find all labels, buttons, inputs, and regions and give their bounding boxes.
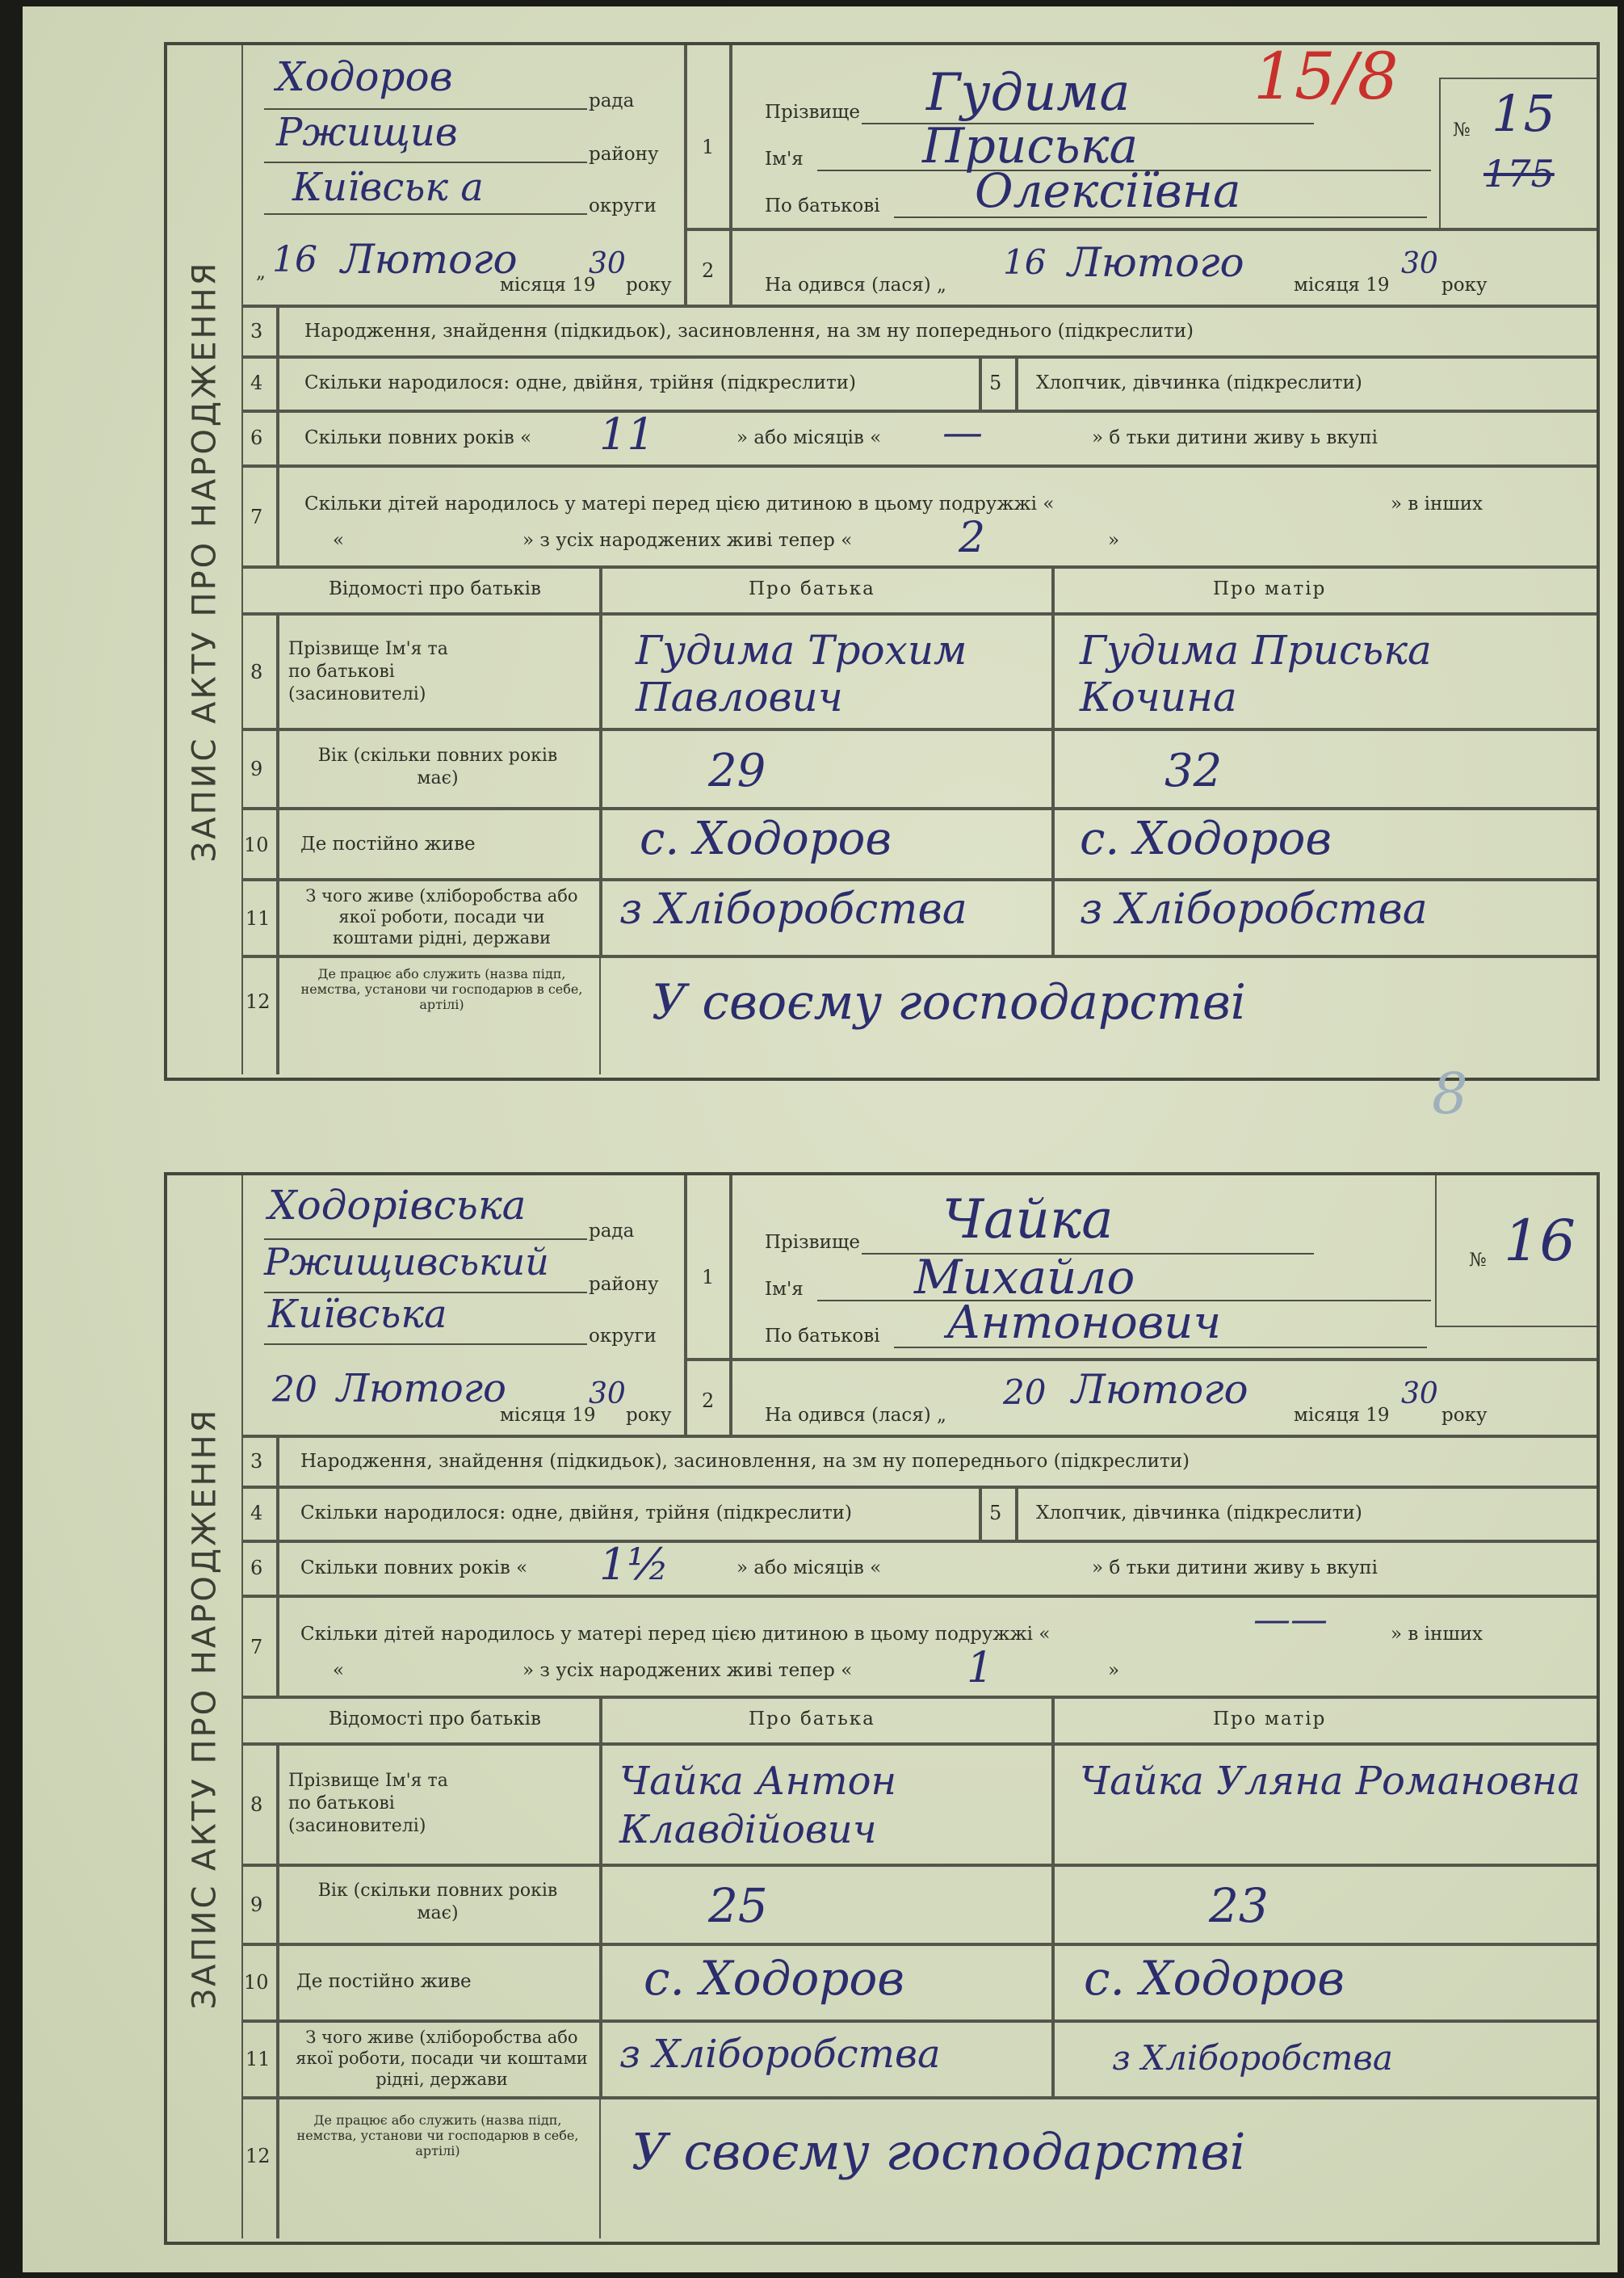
mother-livelihood: з Хліборобства [1112, 2038, 1393, 2078]
father-header-label: Про батька [749, 578, 875, 599]
row-7-text-c: « [333, 530, 345, 551]
row-10-label: Де постійно живе [296, 1971, 472, 1992]
row-10-label: Де постійно живе [300, 834, 476, 855]
row-7-text-d: » з усіх народжених живі тепер « [522, 530, 853, 551]
months: — [942, 409, 983, 456]
parents-header-label: Відомості про батьків [329, 1708, 541, 1730]
reg-day: 16 [272, 239, 317, 280]
surname-label: Прізвище [765, 1232, 860, 1253]
row-7-text-b: » в інших [1391, 494, 1483, 515]
row-7-text-c: « [333, 1660, 345, 1681]
row-8-label: Прізвище Ім'я та по батькові (засиновителі) [288, 1771, 448, 1836]
father-livelihood: з Хліборобства [619, 2032, 941, 2077]
mother-age: 32 [1164, 745, 1223, 797]
born-month-label: місяця 19 [1294, 275, 1390, 296]
reg-year: 30 [589, 247, 626, 280]
row-number: 3 [250, 1450, 263, 1473]
footer-mark: 8 [1432, 1061, 1468, 1127]
mother-name: Гудима Приська Кочина [1080, 627, 1432, 721]
mother-age: 23 [1209, 1878, 1269, 1933]
row-6-text-a: Скільки повних років « [304, 427, 532, 448]
row-9-label: Вік (скільки повних років має) [317, 1881, 558, 1923]
roku-label: року [626, 1405, 672, 1426]
row-number: 7 [250, 506, 263, 528]
row-6-text-c: » б тьки дитини живу ь вкупі [1092, 1557, 1378, 1578]
children-marriage: —— [1253, 1597, 1328, 1641]
row-7-text-e: » [1108, 530, 1120, 551]
born-day: 16 [1003, 242, 1047, 282]
council-value: Ходоров [276, 53, 453, 100]
row-6-text-c: » б тьки дитини живу ь вкупі [1092, 427, 1378, 448]
no-sign: № [1453, 120, 1471, 141]
row-number: 1 [702, 136, 715, 158]
mother-age-cell [1053, 729, 1597, 809]
mother-header-label: Про матір [1213, 578, 1327, 599]
father-livelihood: з Хліборобства [619, 885, 967, 934]
side-title: ЗАПИС АКТУ ПРО НАРОДЖЕННЯ [186, 260, 224, 863]
patronymic-value: Олексіївна [975, 163, 1241, 218]
row-3-text: Народження, знайдення (підкидьок), засиновлення, на зм ну попереднього (підкреслити) [300, 1451, 1190, 1472]
patronymic-label: По батькові [765, 1326, 880, 1347]
years-full: 1½ [599, 1539, 669, 1590]
father-residence: с. Ходоров [644, 1951, 905, 2006]
name-value: Приська [922, 118, 1139, 174]
row-7-text-d: » з усіх народжених живі тепер « [522, 1660, 853, 1681]
row-number: 6 [250, 1557, 263, 1579]
row-number: 8 [250, 1793, 263, 1816]
rayonu-label: району [589, 1274, 659, 1295]
born-month-label: місяця 19 [1294, 1405, 1390, 1426]
reg-month-label: місяця 19 [500, 1405, 596, 1426]
years-full: 11 [599, 409, 655, 460]
birth-record-1 [164, 39, 1600, 1081]
row-7-text-e: » [1108, 1660, 1120, 1681]
row-12-label: Де працює або служить (назва підп, немства, установи чи господарюв в себе, артілі) [296, 2112, 579, 2158]
father-name: Гудима Трохим Павлович [636, 627, 967, 721]
side-title: ЗАПИС АКТУ ПРО НАРОДЖЕННЯ [186, 1407, 224, 2010]
row-7-text-a: Скільки дітей народилось у матері перед цією дитиною в цьому подружжі « [304, 494, 1055, 515]
born-day: 20 [1003, 1372, 1047, 1412]
row-number: 11 [245, 907, 271, 930]
born-month: Лютого [1068, 239, 1244, 286]
father-age-cell [601, 1865, 1053, 1944]
record-number-extra: 175 [1483, 152, 1555, 195]
underline [264, 213, 587, 215]
rada-label: рада [589, 1221, 635, 1242]
father-age-cell [601, 729, 1053, 809]
num-col [241, 2098, 278, 2238]
patronymic-label: По батькові [765, 195, 880, 216]
record-number: 15 [1492, 84, 1555, 143]
name-label: Ім'я [765, 1279, 804, 1300]
row-12-label: Де працює або служить (назва підп, немства, установи чи господарюв в себе, артілі) [300, 966, 583, 1012]
margin-mark: 15/8 [1253, 39, 1399, 114]
father-residence: с. Ходоров [640, 813, 892, 865]
document-page [23, 6, 1618, 2272]
father-age: 29 [708, 745, 766, 797]
row-7 [278, 1596, 1597, 1697]
born-year: 30 [1401, 247, 1438, 280]
okrugy-label: округи [589, 1326, 657, 1347]
okrugy-label: округи [589, 195, 657, 216]
mother-age-cell [1053, 1865, 1597, 1944]
district-value: Ржищив [276, 110, 458, 155]
roku-label: року [626, 275, 672, 296]
reg-month-label: місяця 19 [500, 275, 596, 296]
row-number: 10 [244, 1971, 269, 1994]
row-number: 12 [245, 2145, 271, 2167]
region-value: Київська [268, 1292, 447, 1337]
children-alive: 2 [959, 514, 986, 562]
born-roku-label: року [1441, 1405, 1488, 1426]
row-number: 10 [244, 834, 269, 856]
surname-value: Гудима [926, 63, 1131, 123]
workplace: У своєму господарстві [632, 2122, 1246, 2181]
row-5-text: Хлопчик, дівчинка (підкреслити) [1036, 1503, 1362, 1524]
row-7-text-b: » в інших [1391, 1624, 1483, 1645]
row-number: 3 [250, 320, 263, 343]
mother-name: Чайка Уляна Романовна [1080, 1759, 1580, 1804]
reg-month: Лютого [337, 1366, 506, 1411]
row-11-label: З чого живе (хліборобства або якої роботи, посади чи коштами рідні, держави [305, 886, 578, 948]
rada-label: рада [589, 90, 635, 111]
born-month: Лютого [1072, 1366, 1248, 1413]
mother-residence: с. Ходоров [1084, 1951, 1345, 2006]
father-age: 25 [708, 1878, 768, 1933]
born-label: На одився (лася) „ [765, 1405, 946, 1426]
born-label: На одився (лася) „ [765, 275, 946, 296]
mother-residence: с. Ходоров [1080, 813, 1332, 865]
num-col [241, 956, 278, 1074]
row-number: 12 [245, 990, 271, 1013]
row-4-text: Скільки народилося: одне, двійня, трійня (підкреслити) [300, 1503, 852, 1524]
row-number: 6 [250, 427, 263, 449]
row-11-label: З чого живе (хліборобства або якої роботи, посади чи коштами рідні, держави [296, 2028, 588, 2089]
row-6-text-a: Скільки повних років « [300, 1557, 528, 1578]
surname-label: Прізвище [765, 102, 860, 123]
quote: „ [256, 262, 266, 283]
reg-year: 30 [589, 1377, 626, 1410]
rayonu-label: району [589, 144, 659, 165]
row-number: 2 [702, 1389, 715, 1412]
name-label: Ім'я [765, 149, 804, 170]
workplace: У своєму господарстві [652, 974, 1246, 1031]
underline [264, 1343, 587, 1345]
born-year: 30 [1401, 1377, 1438, 1410]
row-3-text: Народження, знайдення (підкидьок), засиновлення, на зм ну попереднього (підкреслити) [304, 321, 1194, 342]
row-5-text: Хлопчик, дівчинка (підкреслити) [1036, 372, 1362, 393]
mother-livelihood: з Хліборобства [1080, 885, 1428, 934]
underline [264, 162, 587, 163]
children-alive: 1 [967, 1644, 994, 1692]
row-number: 8 [250, 661, 263, 683]
district-value: Ржищивський [264, 1240, 549, 1284]
row-number: 9 [250, 758, 263, 780]
row-7-text-a: Скільки дітей народилось у матері перед цією дитиною в цьому подружжі « [300, 1624, 1051, 1645]
surname-value: Чайка [942, 1188, 1114, 1250]
council-value: Ходорівська [268, 1182, 527, 1229]
row-6-text-b: » або місяців « [736, 1557, 882, 1578]
row-7 [278, 466, 1597, 567]
row-4-text: Скільки народилося: одне, двійня, трійня (підкреслити) [304, 372, 856, 393]
row-number: 4 [250, 372, 263, 394]
father-header-label: Про батька [749, 1708, 875, 1730]
region-value: Київськ а [292, 165, 484, 210]
reg-day: 20 [272, 1369, 317, 1410]
row-9-label: Вік (скільки повних років має) [317, 746, 558, 788]
row-6-text-b: » або місяців « [736, 427, 882, 448]
born-roku-label: року [1441, 275, 1488, 296]
parents-header-label: Відомості про батьків [329, 578, 541, 599]
record-number: 16 [1504, 1208, 1576, 1274]
mother-header-label: Про матір [1213, 1708, 1327, 1730]
row-number: 9 [250, 1893, 263, 1916]
name-value: Михайло [914, 1250, 1135, 1305]
row-number: 4 [250, 1502, 263, 1524]
row-number: 5 [989, 372, 1002, 394]
patronymic-value: Антонович [946, 1297, 1222, 1349]
row-number: 2 [702, 259, 715, 282]
birth-record-2 [164, 1172, 1600, 2245]
row-number: 7 [250, 1636, 263, 1658]
row-number: 1 [702, 1266, 715, 1288]
reg-month: Лютого [341, 236, 518, 283]
no-sign: № [1469, 1250, 1487, 1271]
row-number: 5 [989, 1502, 1002, 1524]
father-name: Чайка Антон Клавдійович [619, 1759, 897, 1852]
row-number: 11 [245, 2048, 271, 2070]
row-8-label: Прізвище Ім'я та по батькові (засиновителі) [288, 639, 448, 704]
